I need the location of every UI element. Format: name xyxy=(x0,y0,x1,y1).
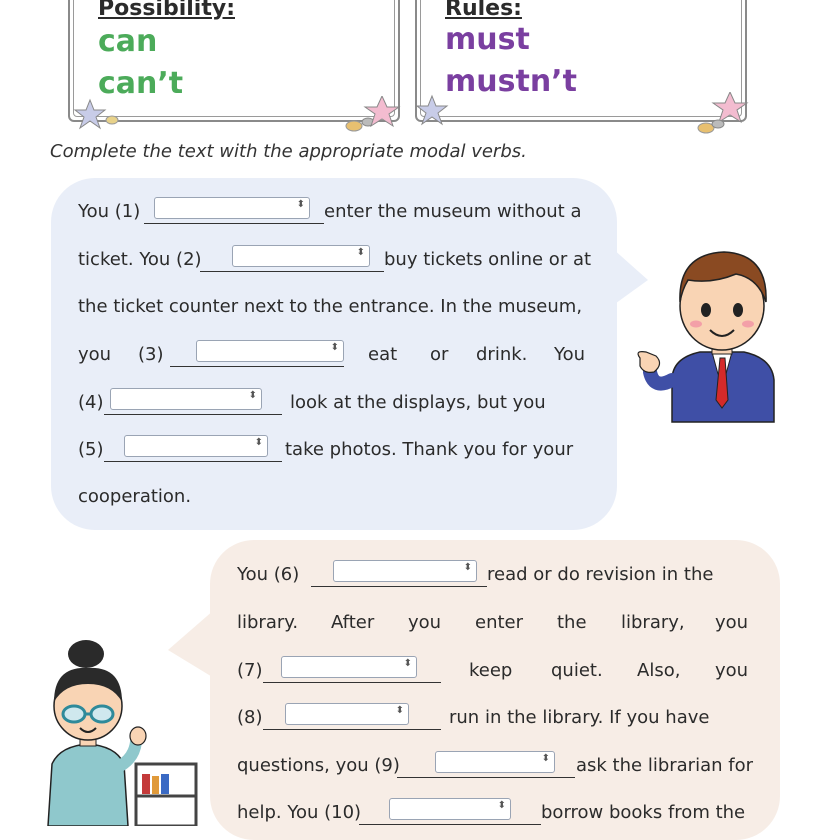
dropdown-8[interactable] xyxy=(285,703,409,725)
p1-line4-e: drink. xyxy=(476,344,528,365)
p1-line3-a: the ticket counter next to the entrance. In the museum, xyxy=(78,296,583,317)
p2-line2-f: library, xyxy=(621,612,685,633)
dropdown-arrow-icon: ⬍ xyxy=(254,437,263,448)
dropdown-1[interactable] xyxy=(154,197,310,219)
p2-line6-a: help. You (10) xyxy=(237,802,362,823)
rules-title: Rules: xyxy=(445,0,522,21)
dropdown-arrow-icon: ⬍ xyxy=(330,342,339,353)
dropdown-arrow-icon: ⬍ xyxy=(463,562,472,573)
p2-line2-b: After xyxy=(331,612,375,633)
dropdown-10[interactable] xyxy=(389,798,511,820)
dropdown-arrow-icon: ⬍ xyxy=(296,199,305,210)
dropdown-4[interactable] xyxy=(110,388,262,410)
word-mustnt: mustn’t xyxy=(445,64,577,99)
dropdown-6[interactable] xyxy=(333,560,477,582)
p2-line6-b: borrow books from the xyxy=(541,802,746,823)
dropdown-arrow-icon: ⬍ xyxy=(356,247,365,258)
p2-line1-a: You (6) xyxy=(237,564,300,585)
library-speech-bubble xyxy=(210,540,780,840)
p2-line3-a: (7) xyxy=(237,660,263,681)
p2-line4-b: run in the library. If you have xyxy=(449,707,710,728)
dropdown-9[interactable] xyxy=(435,751,555,773)
librarian-illustration xyxy=(30,640,200,826)
p1-line4-d: or xyxy=(430,344,449,365)
dropdown-5[interactable] xyxy=(124,435,268,457)
p2-line2-d: enter xyxy=(475,612,524,633)
instruction-text: Complete the text with the appropriate modal verbs. xyxy=(50,141,527,162)
word-can: can xyxy=(98,24,158,59)
p2-line3-d: Also, xyxy=(637,660,681,681)
p2-line2-a: library. xyxy=(237,612,299,633)
p2-line3-c: quiet. xyxy=(551,660,603,681)
p1-line7-a: cooperation. xyxy=(78,486,192,507)
frame-decoration-left xyxy=(70,96,410,136)
dropdown-3[interactable] xyxy=(196,340,344,362)
dropdown-7[interactable] xyxy=(281,656,417,678)
p2-line3-b: keep xyxy=(469,660,513,681)
dropdown-arrow-icon: ⬍ xyxy=(248,390,257,401)
p1-line1-b: enter the museum without a xyxy=(324,201,582,222)
p2-line3-e: you xyxy=(715,660,749,681)
dropdown-2[interactable] xyxy=(232,245,370,267)
p2-line5-b: ask the librarian for xyxy=(576,755,753,776)
possibility-title: Possibility: xyxy=(98,0,235,21)
p2-line2-c: you xyxy=(408,612,442,633)
p2-line2-e: the xyxy=(557,612,587,633)
p2-line5-a: questions, you (9) xyxy=(237,755,400,776)
word-cant: can’t xyxy=(98,66,184,101)
p1-line1-a: You (1) xyxy=(78,201,141,222)
p1-line2-a: ticket. You (2) xyxy=(78,249,202,270)
p1-line5-a: (4) xyxy=(78,392,104,413)
p2-line1-b: read or do revision in the xyxy=(487,564,714,585)
frame-decoration-right xyxy=(412,92,762,136)
boy-guide-illustration xyxy=(632,240,792,425)
dropdown-arrow-icon: ⬍ xyxy=(497,800,506,811)
p1-line6-b: take photos. Thank you for your xyxy=(285,439,574,460)
p1-line6-a: (5) xyxy=(78,439,104,460)
dropdown-arrow-icon: ⬍ xyxy=(403,658,412,669)
dropdown-arrow-icon: ⬍ xyxy=(395,705,404,716)
p1-line5-b: look at the displays, but you xyxy=(290,392,546,413)
p1-line2-b: buy tickets online or at xyxy=(384,249,592,270)
p1-line4-c: eat xyxy=(368,344,398,365)
dropdown-arrow-icon: ⬍ xyxy=(541,753,550,764)
p1-line4-a: you xyxy=(78,344,112,365)
p2-line4-a: (8) xyxy=(237,707,263,728)
p1-line4-f: You xyxy=(554,344,586,365)
word-must: must xyxy=(445,22,530,57)
p1-line4-b: (3) xyxy=(138,344,164,365)
p2-line2-g: you xyxy=(715,612,749,633)
